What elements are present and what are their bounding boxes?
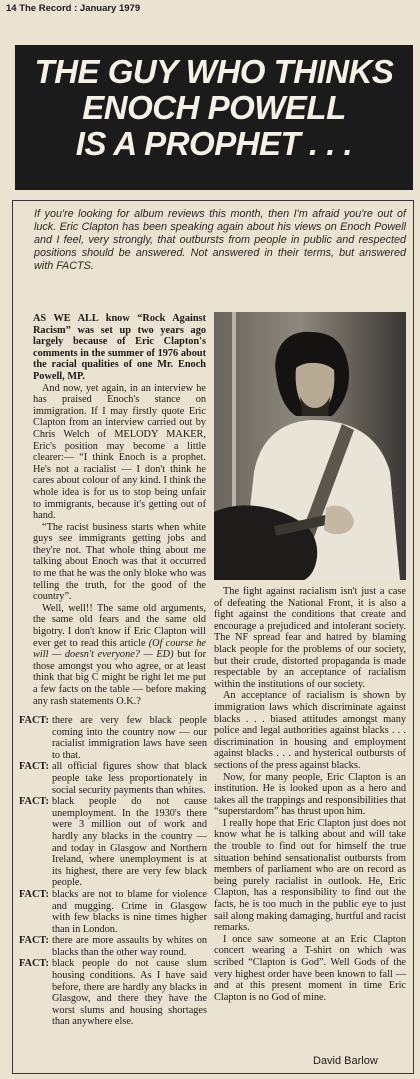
headline-line-1: THE GUY WHO THINKS — [34, 53, 394, 90]
right-column — [214, 586, 406, 1003]
facts-list — [19, 715, 207, 1028]
fact-text: all official figures show that black people take less proportionately in social security payments than whites. — [52, 761, 207, 796]
body-text: but for those amongst you who agree, or at least think that big C might be right let me put a few facts on the table — before making any rash statements O.K.? — [33, 649, 207, 707]
fact-item — [19, 761, 207, 796]
fact-item — [19, 958, 207, 1028]
editor-note: (Of course he will — doesn't everyone? — ED) — [33, 637, 206, 661]
headline-line-2: ENOCH POWELL — [82, 89, 346, 126]
fact-item — [19, 935, 207, 958]
fact-item — [19, 715, 207, 761]
body-paragraph — [33, 603, 206, 707]
standfirst: If you're looking for album reviews this month, then I'm afraid you're out of luck. Eric Clapton has been speaking again about his views on Enoch Powell and I feel, very strongly, that outbursts from people in public and respected positions should be answered. Not answered in their terms, but answered with FACTS. — [34, 208, 406, 272]
fact-label: FACT: — [19, 796, 49, 808]
body-paragraph: I once saw someone at an Eric Clapton concert wearing a T-shirt on which was scribed “Clapton is God”. Well Gods of the very highest order have been known to fall — and at this present moment in time Eric Clapton is no God of mine. — [214, 933, 406, 1003]
fact-item — [19, 889, 207, 935]
left-column — [33, 313, 206, 707]
fact-label: FACT: — [19, 935, 49, 947]
lead-paragraph: AS WE ALL know “Rock Against Racism” was set up two years ago largely because of Eric Clapton's comments in the summer of 1976 about the racial qualities of one Mr. Enoch Powell, MP. — [33, 313, 206, 382]
body-paragraph: I really hope that Eric Clapton just does not know what he is talking about and will take the trouble to find out for himself the true situation behind sensationalist outbursts from members of parliament who are on record as being purely racialist in outlook. He, Eric Clapton, has a responsibility to find out the facts, he is too much in the public eye to just sail along making damaging, hurtful and racist remarks. — [214, 817, 406, 934]
headline-line-3: IS A PROPHET . . . — [75, 125, 353, 162]
body-text: Well, well!! The same old arguments, the same old fears and the same old bigotry. I don't know if Eric Clapton will ever get to read this article — [33, 602, 206, 649]
body-paragraph: And now, yet again, in an interview he has praised Enoch's stance on immigration. If I may firstly quote Eric Clapton from an interview carried out by Chris Welch of MELODY MAKER, Eric's position may become a little clearer:— “I think Enoch is a prophet. He's not a racialist — I don't think he cares about colour of any kind. I think the whole idea is for us to stop being unfair to immigrants, because it's getting out of hand. — [33, 382, 206, 522]
fact-text: there are very few black people coming into the country now — our racialist immigration laws have seen to that. — [52, 715, 207, 761]
fact-label: FACT: — [19, 715, 49, 726]
fact-label: FACT: — [19, 888, 49, 900]
fact-text: black people do not cause unemployment. In the 1930's there were 3 million out of work and hardly any blacks in the country — and today in Glasgow and Northern Ireland, where unemployment is at its highest, there are very few black people. — [52, 796, 207, 889]
fact-text: black people do not cause slum housing conditions. As I have said before, there are hardly any blacks in Glasgow, and there they have the worst slums and housing shortages than anywhere else. — [52, 958, 207, 1028]
photo-illustration — [214, 312, 406, 580]
body-paragraph: Now, for many people, Eric Clapton is an institution. He is looked upon as a hero and takes all the trappings and responsibilities that “superstardom” has thrust upon him. — [214, 771, 406, 818]
body-paragraph: “The racist business starts when white guys see immigrants getting jobs and they're not. That whole thing about me talking about Enoch was that it occurred to me that he was the only bloke who was telling the truth, for the good of the country”. — [33, 521, 206, 603]
headline-banner — [15, 45, 413, 190]
fact-text: blacks are not to blame for violence and mugging. Crime in Glasgow with few blacks is nine times higher than in London. — [52, 888, 207, 935]
body-paragraph: An acceptance of racialism is shown by immigration laws which discriminate against blacks . . . biased attitudes amongst many police and legal authorities against blacks . . . discrimination in housing and employment against blacks . . . and hysterical outbursts of sections of the press against blacks. — [214, 690, 406, 771]
fact-label: FACT: — [19, 761, 49, 773]
photo-guitarist — [214, 312, 406, 580]
body-paragraph: The fight against racialism isn't just a case of defeating the National Front, it is also a fight against the conditions that create and encourage a prejudiced and intolerant society. The NF spread fear and hatred by blaming black people for the problems of our society, but their crude, distorted propaganda is made respectable by an acceptance of racialism within the institutions of our society. — [214, 586, 406, 690]
byline: David Barlow — [313, 1055, 378, 1067]
fact-text: there are more assaults by whites on blacks than the other way round. — [52, 935, 207, 958]
running-head: 14 The Record : January 1979 — [6, 3, 141, 14]
fact-item — [19, 796, 207, 889]
fact-label: FACT: — [19, 958, 49, 970]
